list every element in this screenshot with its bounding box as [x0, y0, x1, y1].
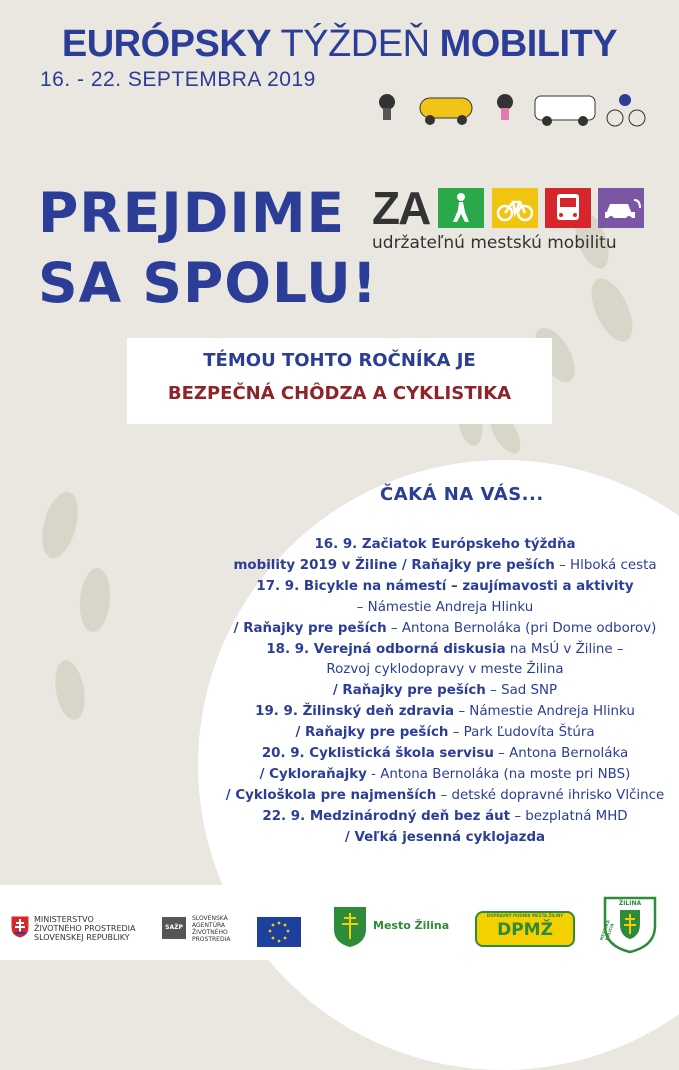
agency-name-line: PROSTREDIA: [192, 936, 231, 943]
event-highlight: 16. 9. Začiatok Európskeho týždňa: [314, 537, 576, 552]
dpmz-top-text: DOPRAVNÝ PODNIK MESTA ŽILINY: [486, 913, 564, 918]
dpmz-mark: DPMŽ: [497, 920, 553, 940]
event-line: [190, 786, 679, 807]
event-highlight: / Cykloškola pre najmenších: [225, 787, 437, 803]
event-line: [190, 598, 679, 619]
events-list: [190, 535, 679, 849]
event-highlight: / Raňajky pre peších: [295, 725, 449, 741]
event-line: [190, 765, 679, 786]
event-detail: – Park Ľudovíta Štúra: [448, 725, 595, 741]
event-line: [190, 681, 679, 702]
event-detail: – bezplatná MHD: [510, 808, 628, 824]
event-highlight: 22. 9. Medzinárodný deň bez áut: [262, 808, 511, 824]
cyclist-icon: [607, 94, 645, 126]
event-detail: – Námestie Andreja Hlinku: [356, 599, 534, 615]
event-highlight: mobility 2019 v Žiline / Raňajky pre peších: [233, 557, 555, 573]
event-highlight: 19. 9. Žilinský deň zdravia: [255, 704, 455, 720]
theme-line-2: BEZPEČNÁ CHÔDZA A CYKLISTIKA: [167, 383, 512, 404]
event-dates: 16. - 22. SEPTEMBRA 2019: [40, 68, 316, 91]
za-logo: [372, 182, 646, 234]
event-detail: – Antona Bernoláka: [493, 746, 629, 762]
event-detail: – detské dopravné ihrisko Vlčince: [436, 787, 665, 803]
event-detail: – Antona Bernoláka (pri Dome odborov): [386, 620, 657, 636]
eu-flag-icon: [257, 917, 301, 947]
agency-name-line: ŽIVOTNÉHO: [192, 929, 228, 936]
events-title: ČAKÁ NA VÁS...: [380, 484, 544, 505]
headline: [38, 178, 378, 318]
event-detail: – Námestie Andreja Hlinku: [454, 704, 635, 720]
footer: [0, 885, 679, 960]
event-line: [190, 828, 679, 849]
event-detail: - Antona Bernoláka (na moste pri NBS): [366, 766, 631, 782]
electric-car-icon: [598, 188, 644, 228]
event-detail: – Sad SNP: [485, 683, 558, 699]
headline-line: SA SPOLU!: [38, 251, 378, 315]
vehicles-illustration: [375, 90, 650, 130]
dpmz-logo: [475, 911, 575, 947]
za-letters: ZA: [372, 182, 430, 234]
event-highlight: 20. 9. Cyklistická škola servisu: [261, 746, 494, 762]
slovak-coat-of-arms-icon: [10, 915, 30, 939]
event-title: EURÓPSKY TÝŽDEŇ MOBILITY: [61, 23, 618, 65]
event-highlight: / Raňajky pre peších: [233, 620, 387, 636]
event-line: [190, 744, 679, 765]
event-highlight: 18. 9. Verejná odborná diskusia: [266, 641, 506, 657]
event-detail: – Hlboká cesta: [554, 557, 657, 573]
event-highlight: / Veľká jesenná cyklojazda: [344, 829, 546, 845]
bus-icon: [535, 96, 595, 126]
event-line: [190, 702, 679, 723]
walker-icon: [379, 94, 395, 120]
bus-icon: [545, 188, 591, 228]
ministry-name-line: MINISTERSTVO: [34, 915, 94, 924]
headline-line: PREJDIME: [38, 181, 346, 245]
za-subtitle: udržateľnú mestskú mobilitu: [372, 233, 617, 253]
event-line: [190, 535, 679, 556]
agency-name-line: SLOVENSKÁ: [192, 915, 228, 922]
event-detail: na MsÚ v Žiline –: [505, 641, 624, 657]
event-detail: Rozvoj cyklodopravy v meste Žilina: [326, 662, 564, 678]
event-line: [190, 723, 679, 744]
city-name: Mesto Žilina: [373, 919, 450, 932]
ministry-name-line: SLOVENSKEJ REPUBLIKY: [34, 933, 130, 942]
police-side-text: MESTSKÁ POLÍCIA: [598, 919, 615, 942]
event-highlight: / Cykloraňajky: [259, 766, 367, 782]
bicycle-icon: [492, 188, 538, 228]
event-line: [190, 577, 679, 598]
event-line: [190, 619, 679, 640]
event-line: [190, 556, 679, 577]
agency-mark: SAŽP: [162, 917, 186, 939]
ministry-name-line: ŽIVOTNÉHO PROSTREDIA: [34, 924, 136, 933]
event-highlight: / Raňajky pre peších: [332, 683, 486, 699]
police-logo: [598, 896, 657, 954]
pedestrian-icon: [438, 188, 484, 228]
event-line: [190, 660, 679, 681]
car-icon: [420, 98, 472, 125]
event-line: [190, 807, 679, 828]
theme-line-1: TÉMOU TOHTO ROČNÍKA JE: [203, 350, 476, 371]
walker-icon: [497, 94, 513, 120]
agency-name-line: AGENTÚRA: [192, 922, 226, 929]
event-line: [190, 640, 679, 661]
zilina-coat-of-arms-icon: [332, 905, 368, 949]
police-top-text: ŽILINA: [618, 900, 642, 907]
event-highlight: 17. 9. Bicykle na námestí – zaujímavosti a aktivity: [256, 578, 634, 594]
